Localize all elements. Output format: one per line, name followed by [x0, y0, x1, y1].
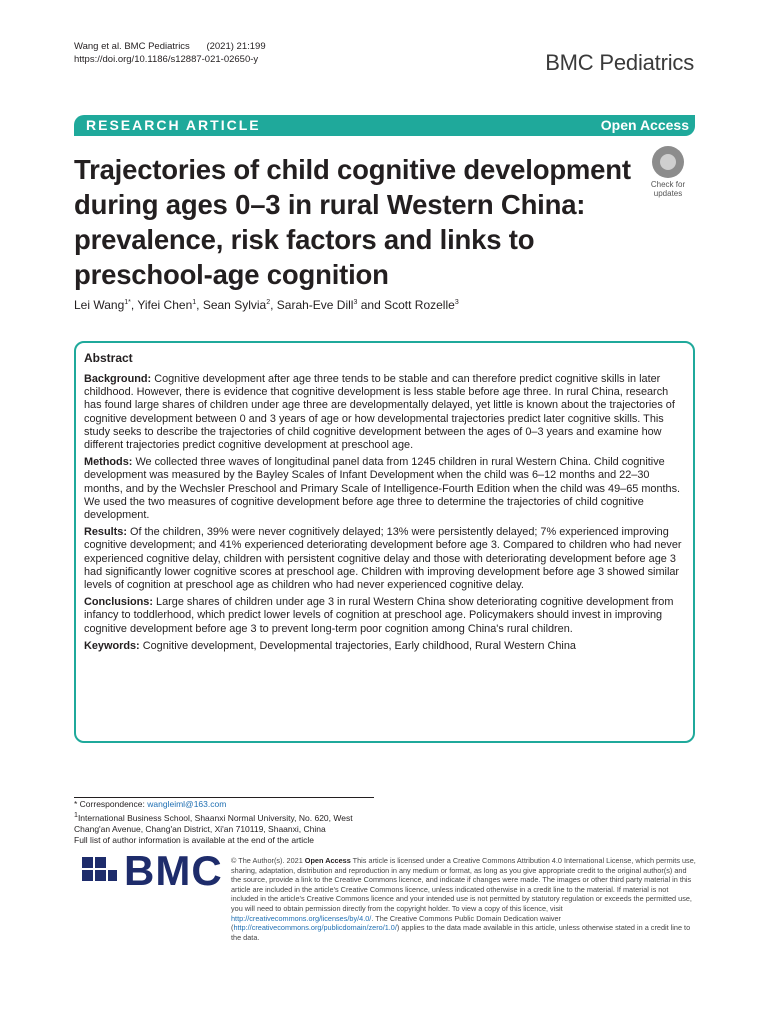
- section-text: Cognitive development, Developmental trajectories, Early childhood, Rural Western China: [142, 639, 576, 652]
- section-text: We collected three waves of longitudinal panel data from 1245 children in rural Western China. Child cognitive development was measured by the Bayley Scales of Infant Development when the child was 6–12 months and 22–30 months, and by the Wechsler Preschool and Primary Scale of Intelligence-Fourth Edition when the child was 49–65 months. We used the two measures of cognitive development before age three to determine the trajectories of child cognitive development.: [84, 456, 681, 522]
- affiliation-text: International Business School, Shaanxi Normal University, No. 620, West Chang'an Avenue, Chang'an District, Xi'an 710119, Shaanxi, China: [74, 812, 353, 834]
- bmc-logo: [80, 847, 223, 894]
- bmc-logo-mark-icon: [80, 855, 120, 889]
- license-text-3: ) applies to the data made available in this article, unless otherwise stated in a credit line to the data.: [231, 923, 691, 942]
- correspondence-email-link[interactable]: wangleiml@163.com: [147, 799, 227, 809]
- section-text: Of the children, 39% were never cognitively delayed; 13% were persistently delayed; 7% experienced improving cognitive development; and 41% experienced deteriorating development before age 3. Compared to children who had never experienced cognitive delay, children with persistent cognitive delay and those with deteriorating development before age 3 had significantly lower cognitive scores at preschool age. Children with improving development before age 3 showed similar levels of cognition at preschool age as children who had never experienced cognitive delay.: [84, 526, 682, 592]
- author-affil: 1: [192, 299, 197, 306]
- abstract-results: [84, 526, 683, 592]
- affiliation-number: 1: [74, 811, 78, 819]
- footnote-divider: [74, 797, 374, 798]
- doi-link[interactable]: https://doi.org/10.1186/s12887-021-02650-y: [74, 54, 259, 65]
- section-text: Cognitive development after age three tends to be stable and can therefore predict cognitive skills in later childhood. However, there is evidence that cognitive development is less stable before age three. In rural China, research has found large shares of children under age three are developmentally delayed, yet little is known about the trajectories of cognitive development between 0 and 3 years of age or how developmental trajectories predict later cognitive skills. This study seeks to describe the trajectories of child cognitive development between the ages of 0–3 years and examine how different trajectories predict cognitive development at preschool age.: [84, 373, 675, 452]
- badge-line-1: Check for: [650, 180, 686, 189]
- license-open-access: Open Access: [304, 856, 351, 865]
- author-affil: 1*: [124, 299, 131, 306]
- check-for-updates-badge[interactable]: [643, 146, 693, 202]
- section-label: Methods:: [84, 456, 133, 469]
- abstract-methods: [84, 456, 683, 522]
- crossmark-icon: [652, 146, 684, 178]
- journal-name: BMC Pediatrics: [545, 50, 694, 75]
- author-list: Lei Wang$^{1*}$, Yifei Chen$^1$, Sean Sylvia$^2$, Sarah-Eve Dill$^3$ and Scott Rozelle$^3$: [74, 298, 459, 312]
- cc-by-link[interactable]: http://creativecommons.org/licenses/by/4.0/: [231, 913, 372, 923]
- author-name: Scott Rozelle: [384, 298, 455, 312]
- citation-authors: Wang et al. BMC Pediatrics: [74, 41, 190, 52]
- author-name: Lei Wang: [74, 298, 125, 312]
- abstract-heading: Abstract: [84, 351, 133, 365]
- section-label: Background:: [84, 373, 152, 385]
- section-text: Large shares of children under age 3 in rural Western China show deteriorating cognitive development from infancy to toddlerhood, which predict lower levels of cognition at preschool age. Policymakers should invest in improving cognitive development before age 3 to prevent long-term poor cognition among China's rural children.: [84, 596, 674, 635]
- author-name: Sarah-Eve Dill: [276, 298, 354, 312]
- citation-line: [74, 40, 266, 53]
- section-label: Conclusions:: [84, 596, 153, 609]
- copyright-text: © The Author(s). 2021: [231, 856, 303, 865]
- citation-block: [74, 40, 266, 66]
- article-type: RESEARCH ARTICLE: [86, 117, 261, 133]
- correspondence-line: [74, 799, 374, 810]
- abstract-box: [74, 341, 695, 743]
- article-title: Trajectories of child cognitive development during ages 0–3 in rural Western China: prevalence, risk factors and links to preschool-age cognition: [74, 154, 631, 290]
- license-text: This article is licensed under a Creative Commons Attribution 4.0 International License, which permits use, sharing, adaptation, distribution and reproduction in any medium or format, as long as you give appropriate credit to the original author(s) and the source, provide a link to the Creative Commons licence, and indicate if changes were made. The images or other third party material in this article are included in the article's Creative Commons licence, unless indicated otherwise in a credit line to the material. If material is not included in the article's Creative Commons licence and your intended use is not permitted by statutory regulation or exceeds the permitted use, you will need to obtain permission directly from the copyright holder. To view a copy of this licence, visit: [231, 856, 696, 913]
- section-label: Keywords:: [84, 639, 140, 652]
- footnotes: [74, 799, 374, 846]
- author-name: Yifei Chen: [137, 298, 193, 312]
- cc-zero-link[interactable]: http://creativecommons.org/publicdomain/zero/1.0/: [233, 923, 397, 933]
- badge-text: [643, 180, 693, 198]
- license-notice: [231, 856, 697, 942]
- open-access-label: Open Access: [600, 117, 689, 133]
- affiliation-line: [74, 810, 374, 835]
- license-text-2: . The Creative Commons Public Domain Dedication waiver (: [231, 913, 561, 933]
- author-affil: 3: [353, 299, 358, 306]
- citation-year: (2021) 21:199: [206, 41, 266, 52]
- abstract-background: [84, 373, 683, 452]
- section-label: Results:: [84, 526, 127, 539]
- abstract-conclusions: [84, 596, 683, 636]
- author-name: Sean Sylvia: [202, 298, 267, 312]
- full-author-info-note: Full list of author information is available at the end of the article: [74, 834, 315, 845]
- article-banner: [74, 115, 695, 136]
- abstract-keywords: [84, 640, 683, 653]
- author-conjunction: and: [360, 298, 381, 312]
- author-affil: 2: [266, 299, 271, 306]
- correspondence-label: * Correspondence:: [74, 799, 145, 809]
- badge-line-2: updates: [653, 189, 683, 198]
- author-affil: 3: [454, 299, 459, 306]
- bmc-logo-text: BMC: [124, 847, 223, 894]
